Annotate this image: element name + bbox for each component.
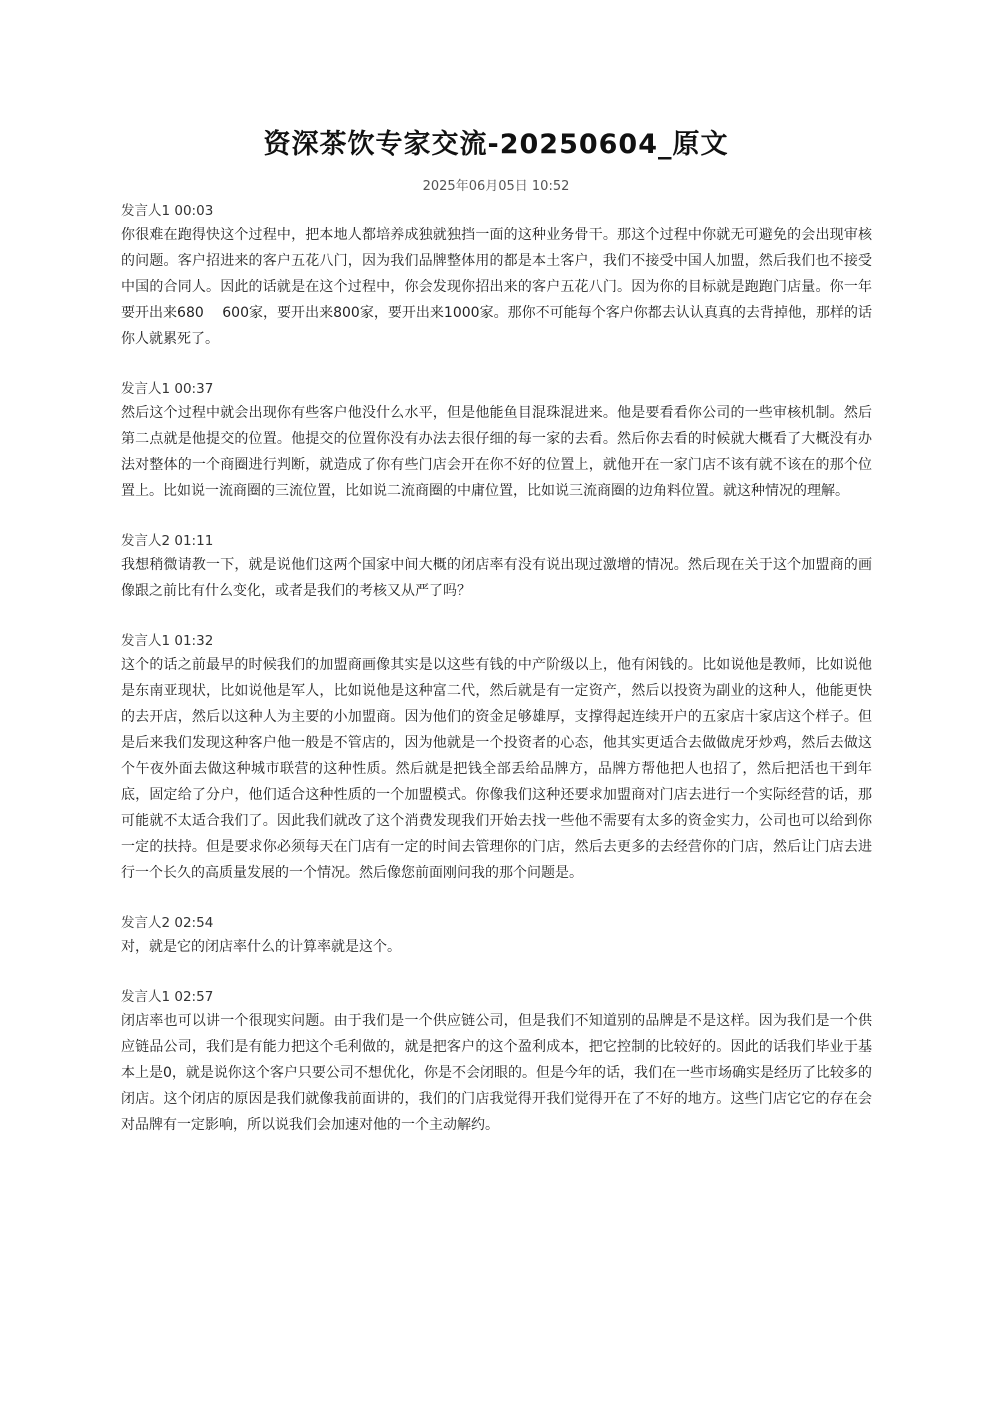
transcript-segment xyxy=(121,200,872,352)
transcript-segment xyxy=(121,630,872,886)
utterance-text: 对，就是它的闭店率什么的计算率就是这个。 xyxy=(121,939,401,955)
speaker-timestamp: 发言人2 02:54 xyxy=(121,915,214,931)
speaker-timestamp: 发言人2 01:11 xyxy=(121,533,214,549)
transcript-segment xyxy=(121,986,872,1138)
utterance-text: 这个的话之前最早的时候我们的加盟商画像其实是以这些有钱的中产阶级以上，他有闲钱的。比如说他是教师，比如说他是东南亚现状，比如说他是军人，比如说他是这种富二代，然后就是有一定资产，然后以投资为副业的这种人，他能更快的去开店，然后以这种人为主要的小加盟商。因为他们的资金足够雄厚，支撑得起连续开户的五家店十家店这个样子。但是后来我们发现这种客户他一般是不管店的，因为他就是一个投资者的心态，他其实更适合去做做虎牙炒鸡，然后去做这个午夜外面去做这种城市联营的这种性质。然后就是把钱全部丢给品牌方，品牌方帮他把人也招了，然后把活也干到年底，固定给了分户，他们适合这种性质的一个加盟模式。你像我们这种还要求加盟商对门店去进行一个实际经营的话，那可能就不太适合我们了。因此我们就改了这个消费发现我们开始去找一些他不需要有太多的资金实力，公司也可以给到你一定的扶持。但是要求你必须每天在门店有一定的时间去管理你的门店，然后去更多的去经营你的门店，然后让门店去进行一个长久的高质量发展的一个情况。然后像您前面刚问我的那个问题是。 xyxy=(121,657,872,881)
speaker-timestamp: 发言人1 02:57 xyxy=(121,989,214,1005)
utterance-text: 闭店率也可以讲一个很现实问题。由于我们是一个供应链公司，但是我们不知道别的品牌是不是这样。因为我们是一个供应链品公司，我们是有能力把这个毛利做的，就是把客户的这个盈利成本，把它控制的比较好的。因此的话我们毕业于基本上是0，就是说你这个客户只要公司不想优化，你是不会闭眼的。但是今年的话，我们在一些市场确实是经历了比较多的闭店。这个闭店的原因是我们就像我前面讲的，我们的门店我觉得开我们觉得开在了不好的地方。这些门店它它的存在会对品牌有一定影响，所以说我们会加速对他的一个主动解约。 xyxy=(121,1013,872,1133)
utterance-text: 你很难在跑得快这个过程中，把本地人都培养成独就独挡一面的这种业务骨干。那这个过程中你就无可避免的会出现审核的问题。客户招进来的客户五花八门，因为我们品牌整体用的都是本土客户，我们不接受中国人加盟，然后我们也不接受中国的合同人。因此的话就是在这个过程中，你会发现你招出来的客户五花八门。因为你的目标就是跑跑门店量。你一年要开出来680 600家，要开出来800家，要开出来1000家。那你不可能每个客户你都去认认真真的去背掉他，那样的话你人就累死了。 xyxy=(121,227,872,347)
speaker-timestamp: 发言人1 01:32 xyxy=(121,633,214,649)
transcript xyxy=(121,200,872,1164)
utterance-text: 然后这个过程中就会出现你有些客户他没什么水平，但是他能鱼目混珠混进来。他是要看看你公司的一些审核机制。然后第二点就是他提交的位置。他提交的位置你没有办法去很仔细的每一家的去看。然后你去看的时候就大概看了大概没有办法对整体的一个商圈进行判断，就造成了你有些门店会开在你不好的位置上，就他开在一家门店不该有就不该在的那个位置上。比如说一流商圈的三流位置，比如说二流商圈的中庸位置，比如说三流商圈的边角料位置。就这种情况的理解。 xyxy=(121,405,872,499)
document-title: 资深茶饮专家交流-20250604_原文 xyxy=(263,129,729,160)
transcript-segment xyxy=(121,530,872,604)
speaker-timestamp: 发言人1 00:37 xyxy=(121,381,214,397)
document-date: 2025年06月05日 10:52 xyxy=(422,179,570,194)
transcript-segment xyxy=(121,912,872,960)
transcript-segment xyxy=(121,378,872,504)
utterance-text: 我想稍微请教一下，就是说他们这两个国家中间大概的闭店率有没有说出现过激增的情况。然后现在关于这个加盟商的画像跟之前比有什么变化，或者是我们的考核又从严了吗？ xyxy=(121,557,872,599)
speaker-timestamp: 发言人1 00:03 xyxy=(121,203,214,219)
